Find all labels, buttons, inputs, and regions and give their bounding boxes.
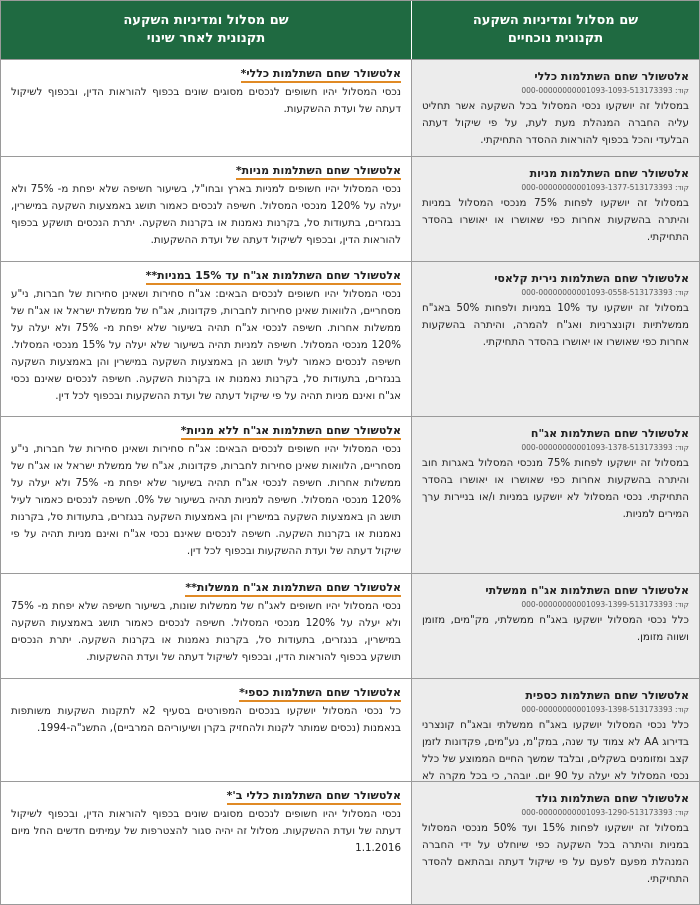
new-track-cell: [1, 261, 411, 416]
current-track-name: אלטשולר שחם השתלמות מניות: [529, 167, 689, 180]
current-track-cell: [411, 781, 699, 904]
current-track-cell: [411, 416, 699, 573]
current-track-policy: במסלול זה יושקעו עד 10% במניות ולפחות 50% באג"ח ממשלתיות וקונצרניות ואג"ח להמרה, והיתרה בהשקעות אחרות כפי שאושרו או יאושרו בהסדר התחיקתי.: [422, 302, 689, 348]
current-track-code: קוד: 000-00000000001093-1399-513173393: [521, 600, 689, 609]
current-track-code: קוד: 000-00000000001093-1377-513173393: [521, 183, 689, 192]
current-track-policy: במסלול זה יושקעו לפחות 75% מנכסי המסלול באגרות חוב והיתרה בהשקעות אחרות כפי שאושרו או יאושרו בהסדר התחיקתי. נכסי המסלול לא יושקעו במניות ו/או בניירות ערך המירים למניות.: [422, 457, 689, 520]
new-track-cell: [1, 156, 411, 261]
current-track-policy: כלל נכסי המסלול יושקעו באג"ח ממשלתי ובאג"ח קונצרני בדירוג AA לא צמוד עד שנה, במק"מ, נע"מים, פקדונות לזמן קצב ומזומנים בשקלים, ובלבד שמשך החיים הממוצע של כלל נכסי המסלול לא יעלה על 90 יום. יובהר, כי בכל מקרה לא: [422, 719, 689, 781]
new-track-cell: [1, 416, 411, 573]
new-track-cell: [1, 573, 411, 678]
new-track-policy: נכסי המסלול יהיו חשופים לאג"ח של ממשלות שונות, בשיעור חשיפה שלא יפחת מ- 75% ולא יעלה על 120% מנכסי המסלול. חשיפה לנכסים כאמור תושג באמצעות השקעה במישרין, בנגזרים, בתעודות סל, בקרנות נאמנות או בקרנות השקעה. יתרת הנכסים תושקע בכפוף להוראות הדין, ובכפוף לשיקול דעתה של ועדת ההשקעות.: [11, 600, 401, 663]
new-track-policy: נכסי המסלול יהיו חשופים למניות בארץ ובחו"ל, בשיעור חשיפה שלא יפחת מ- 75% ולא יעלה על 120% מנכסי המסלול. חשיפה לנכסים כאמור תושג באמצעות השקעה במישרין, בנגזרים, בתעודות סל, בקרנות נאמנות או בקרנות השקעה. יתרת הנכסים תושקע בכפוף להוראות הדין, ובכפוף לשיקול דעתה של ועדת ההשקעות.: [11, 183, 401, 246]
current-track-policy: במסלול זה יושקעו נכסי המסלול בכל השקעה אשר תחליט עליה החברה המנהלת מעת לעת, על פי שיקול דעתה הבלעדי והכל בכפוף להוראות ההסדר התחיקתי.: [422, 100, 689, 146]
new-track-policy: נכסי המסלול יהיו חשופים לנכסים מסוגים שונים בכפוף להוראות הדין, ובכפוף לשיקול דעתה של ועדת ההשקעות.: [11, 86, 401, 115]
current-track-code: קוד: 000-00000000001093-1093-513173393: [521, 86, 689, 95]
new-track-cell: [1, 59, 411, 156]
new-track-name: אלטשולר שחם השתלמות אג"ח ממשלות**: [185, 580, 401, 597]
header-current-subtitle: תקנונית נוכחיים: [507, 31, 604, 46]
current-track-policy: כלל נכסי המסלול יושקעו באג"ח ממשלתי, מק"מים, מזומן ושווה מזומן.: [422, 614, 689, 643]
current-track-policy: במסלול זה יושקעו לפחות 15% ועד 50% מנכסי המסלול במניות והיתרה בכל השקעה כפי שיוחלט על ידי החברה המנהלת מפעם לפעם על פי שיקול דעתה ובהתאם להסדר התחיקתי.: [422, 822, 689, 885]
new-track-name: אלטשולר שחם השתלמות כללי*: [241, 66, 401, 83]
new-track-cell: [1, 678, 411, 781]
current-track-name: אלטשולר שחם השתלמות אג"ח ממשלתי: [485, 584, 689, 597]
current-track-cell: [411, 573, 699, 678]
current-track-cell: [411, 156, 699, 261]
new-track-name: אלטשולר שחם השתלמות מניות*: [236, 163, 401, 180]
current-track-name: אלטשולר שחם השתלמות אג"ח: [530, 427, 689, 440]
current-track-code: קוד: 000-00000000001093-1398-513173393: [521, 705, 689, 714]
new-track-name: אלטשולר שחם השתלמות כללי ב'*: [227, 788, 401, 805]
current-track-name: אלטשולר שחם השתלמות נירית קלאסי: [494, 272, 689, 285]
new-track-policy: נכסי המסלול יהיו חשופים לנכסים הבאים: אג"ח סחירות ושאינן סחירות של חברות, ני"ע מסחריים, הלוואות שאינן סחירות לחברות, פקדונות, אג"ח של ממשלת ישראל או אג"ח של ממשלות אחרות. חשיפה לנכסי אג"ח תהיה בשיעור שלא יפחת מ- 75% ולא יעלה על 120% מנכסי המסלול. חשיפה למניות תהיה בשיעור של 0%. חשיפה לנכסים כאמור לעיל תושג הן באמצעות השקעה במישרין והן באמצעות השקעה בנגזרים, בתעודות סל, בקרנות נאמנות או בקרנות השקעה. חשיפה לנכסים שאינם נכסי אג"ח ואינם מניות תהיה על פי שיקול דעתה של ועדת ההשקעות ובכפוף לכל דין.: [11, 443, 401, 557]
current-track-cell: [411, 678, 699, 781]
current-track-name: אלטשולר שחם השתלמות גולד: [535, 792, 689, 805]
comparison-table: [1, 1, 699, 904]
header-new-subtitle: תקנונית לאחר שינוי: [146, 31, 266, 46]
new-track-policy: כל נכסי המסלול יושקעו בנכסים המפורטים בסעיף 2א לתקנות השקעות משותפות בנאמנות (נכסים שמותר לקנות ולהחזיק בקרן ושיעוריהם המרביים), התשנ"ה-1994.: [11, 705, 401, 734]
current-track-cell: [411, 261, 699, 416]
current-track-code: קוד: 000-00000000001093-1378-513173393: [521, 443, 689, 452]
new-track-name: אלטשולר שחם השתלמות אג"ח ללא מניות*: [181, 423, 401, 440]
current-track-name: אלטשולר שחם השתלמות כספית: [525, 689, 689, 702]
current-track-cell: [411, 59, 699, 156]
header-current: [411, 1, 699, 59]
new-track-name: אלטשולר שחם השתלמות אג"ח עד 15% במניות**: [146, 268, 401, 285]
header-new: [1, 1, 411, 59]
new-track-name: אלטשולר שחם השתלמות כספי*: [239, 685, 401, 702]
new-track-cell: [1, 781, 411, 904]
current-track-policy: במסלול זה יושקעו לפחות 75% מנכסי המסלול במניות והיתרה בהשקעות אחרות כפי שאושרו או יאושרו בהסדר התחיקתי.: [422, 197, 689, 243]
current-track-name: אלטשולר שחם השתלמות כללי: [534, 70, 689, 83]
header-new-title: שם מסלול ומדיניות השקעה: [123, 13, 289, 28]
current-track-code: קוד: 000-00000000001093-1290-513173393: [521, 808, 689, 817]
new-track-policy: נכסי המסלול יהיו חשופים לנכסים מסוגים שונים בכפוף להוראות הדין, ובכפוף לשיקול דעתה של ועדת ההשקעות. מסלול זה יהיה סגור להצטרפות של עמיתים חדשים החל מיום 1.1.2016: [11, 808, 401, 854]
current-track-code: קוד: 000-00000000001093-0558-513173393: [521, 288, 689, 297]
header-current-title: שם מסלול ומדיניות השקעה: [472, 13, 639, 28]
new-track-policy: נכסי המסלול יהיו חשופים לנכסים הבאים: אג"ח סחירות ושאינן סחירות של חברות, ני"ע מסחריים, הלוואות שאינן סחירות לחברות, פקדונות, אג"ח של ממשלת ישראל או אג"ח של ממשלות אחרות. חשיפה לנכסי אג"ח תהיה בשיעור שלא יפחת מ- 75% ולא יעלה על 120% מנכסי המסלול. חשיפה למניות תהיה בשיעור שלא יעלה על 15% מנכסי המסלול. חשיפה לנכסים כאמור לעיל תושג הן באמצעות השקעה במישרין והן באמצעות השקעה בנגזרים, בתעודות סל, בקרנות נאמנות או בקרנות השקעה. חשיפה לנכסים שאינם נכסי אג"ח ואינם מניות תהיה על פי שיקול דעתה של ועדת ההשקעות ובכפוף לכל דין.: [11, 288, 401, 402]
